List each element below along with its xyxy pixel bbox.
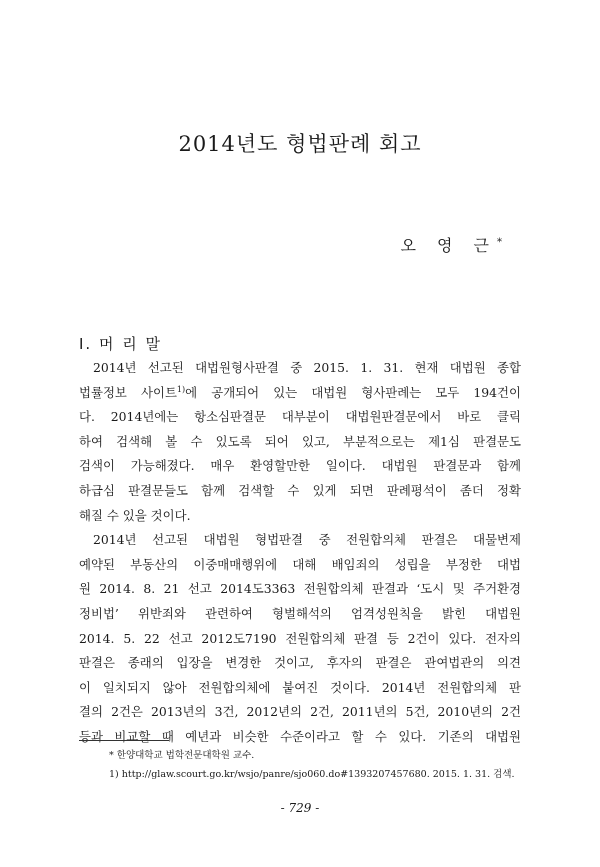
footnote-1: 1) http://glaw.scourt.go.kr/wsjo/panre/sjo060.do#1393207457680. 2015. 1. 31. 검색.: [109, 769, 515, 780]
author-name-text: 오 영 근: [400, 236, 497, 255]
body-text: [79, 356, 521, 750]
text-line: 등과 비교할 때 예년과 비슷한 수준이라고 할 수 있다. 기존의 대법원: [79, 728, 521, 744]
author-footnote-mark: *: [497, 237, 502, 248]
text-segment: 에 공개되어 있는 대법원 형사판례는 모두 194건이: [185, 384, 521, 400]
text-line: 하급심 판결문들도 함께 검색할 수 있게 되면 판례평석이 좀더 정확: [79, 482, 521, 498]
page-number: - 729 -: [280, 801, 320, 815]
text-line: 다. 2014년에는 항소심판결문 대부분이 대법원판결문에서 바로 클릭: [79, 409, 521, 425]
text-line: 검색이 가능해졌다. 매우 환영할만한 일이다. 대법원 판결문과 함께: [79, 458, 521, 474]
text-line: 2014년 선고된 대법원 형법판결 중 전원합의체 판결은 대물변제: [93, 532, 521, 548]
text-line: 정비법’ 위반죄와 관련하여 형벌해석의 엄격성원칙을 밝힌 대법원: [79, 605, 521, 621]
text-line: 2014. 5. 22 선고 2012도7190 전원합의체 판결 등 2건이 있다. 전자의: [79, 630, 521, 646]
section-heading: I. 머 리 말: [79, 335, 162, 353]
text-line: [79, 381, 521, 406]
author-name: [400, 233, 502, 256]
text-line: 이 일치되지 않아 전원합의체에 붙여진 것이다. 2014년 전원합의체 판: [79, 679, 521, 695]
paper-title: 2014년도 형법판례 회고: [178, 132, 422, 156]
text-line: 해질 수 있을 것이다.: [79, 507, 191, 523]
text-line: 2014년 선고된 대법원형사판결 중 2015. 1. 31. 현재 대법원 종합: [93, 360, 521, 375]
text-line: 원 2014. 8. 21 선고 2014도3363 전원합의체 판결과 ‘도시 및 주거환경: [79, 581, 521, 597]
text-line: 예약된 부동산의 이중매매행위에 대해 배임죄의 성립을 부정한 대법: [79, 556, 521, 572]
text-segment: 법률정보 사이트: [79, 384, 177, 400]
footnote-divider: [79, 740, 169, 741]
footnote-reference[interactable]: 1): [176, 384, 186, 394]
text-line: 판결은 종래의 입장을 변경한 것이고, 후자의 판결은 관여법관의 의견: [79, 655, 521, 671]
text-line: 하여 검색해 볼 수 있도록 되어 있고, 부분적으로는 제1심 판결문도: [79, 433, 521, 449]
footnote-author: * 한양대학교 법학전문대학원 교수.: [109, 750, 255, 761]
text-line: 결의 2건은 2013년의 3건, 2012년의 2건, 2011년의 5건, 2010년의 2건: [79, 704, 521, 720]
